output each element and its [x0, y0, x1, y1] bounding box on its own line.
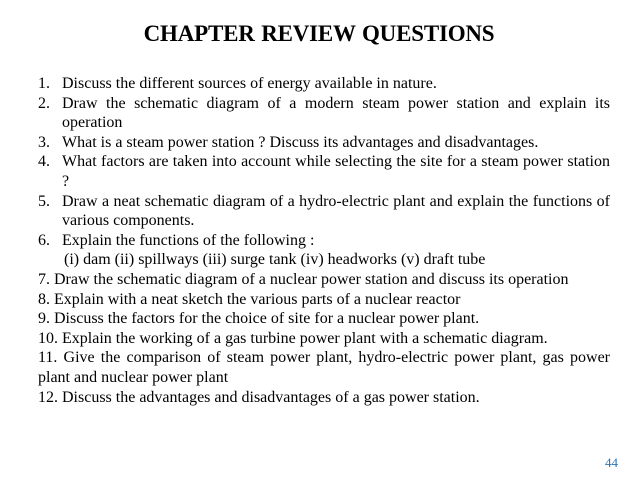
list-item: 7. Draw the schematic diagram of a nuclear power station and discuss its operation [38, 270, 569, 288]
list-item [38, 192, 610, 231]
question-number: 6. [38, 231, 50, 249]
list-item: 11. Give the comparison of steam power plant, hydro-electric power plant, gas power plant and nuclear power plant [38, 349, 610, 386]
question-number: 2. [38, 94, 50, 112]
page-number: 44 [605, 455, 618, 470]
question-text: Discuss the different sources of energy available in nature. [62, 75, 437, 92]
question-text: What is a steam power station ? Discuss its advantages and disadvantages. [62, 133, 539, 151]
list-item [38, 74, 610, 94]
page-title: CHAPTER REVIEW QUESTIONS [143, 21, 495, 46]
question-number: 4. [38, 153, 50, 171]
list-item [38, 94, 610, 133]
list-item [38, 231, 610, 251]
list-item: 12. Discuss the advantages and disadvantages of a gas power station. [38, 388, 480, 406]
sub-item: (i) dam (ii) spillways (iii) surge tank (iv) headworks (v) draft tube [64, 251, 486, 269]
list-item: 9. Discuss the factors for the choice of site for a nuclear power plant. [38, 310, 480, 328]
list-item: 8. Explain with a neat sketch the various parts of a nuclear reactor [38, 290, 461, 308]
question-list [38, 74, 610, 407]
question-text: Draw a neat schematic diagram of a hydro-electric plant and explain the functions of various components. [62, 192, 610, 230]
list-item [38, 152, 610, 191]
list-item [38, 133, 610, 153]
question-number: 3. [38, 133, 50, 151]
question-text: Draw the schematic diagram of a modern steam power station and explain its operation [62, 94, 610, 132]
question-number: 1. [38, 75, 50, 92]
list-item: 10. Explain the working of a gas turbine power plant with a schematic diagram. [38, 329, 548, 347]
question-text: Explain the functions of the following : [62, 231, 315, 249]
question-text: What factors are taken into account while selecting the site for a steam power station ? [62, 153, 610, 190]
question-number: 5. [38, 192, 50, 210]
